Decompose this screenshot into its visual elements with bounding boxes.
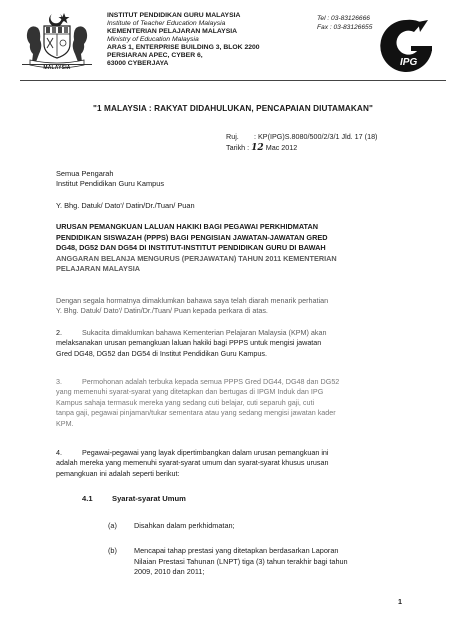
list-item-text: Mencapai tahap prestasi yang ditetapkan berdasarkan Laporan Nilaian Prestasi Tahunan (LNPT) tiga (3) tahun terakhir bagi tahun 2009, 2010 dan 2011; bbox=[134, 546, 348, 577]
subject-line: PENDIDIKAN SISWAZAH (PPPS) BAGI PENGISIAN JAWATAN-JAWATAN GRED bbox=[56, 232, 328, 242]
list-item-label: (b) bbox=[108, 546, 117, 555]
paragraph-2: 2. Sukacita dimaklumkan bahawa Kementerian Pelajaran Malaysia (KPM) akan melaksanakan urusan pemangkuan laluan hakiki bagi PPPS untuk mengisi jawatan Gred DG48, DG52 dan DG54 di Institut Pendidikan Guru Kampus. bbox=[56, 328, 327, 358]
svg-text:IPG: IPG bbox=[400, 57, 418, 68]
salutation: Y. Bhg. Datuk/ Dato'/ Datin/Dr./Tuan/ Puan bbox=[56, 201, 195, 210]
ref-label: Ruj. bbox=[226, 132, 239, 141]
ipg-logo-icon bbox=[378, 18, 434, 76]
subject-heading bbox=[56, 222, 410, 275]
addressee-line-2: Institut Pendidikan Guru Kampus bbox=[56, 179, 165, 188]
reference-block bbox=[226, 131, 377, 154]
fax: Fax : 03-83126655 bbox=[317, 24, 373, 31]
telephone: Tel : 03-83126666 bbox=[317, 15, 370, 22]
contact-info bbox=[317, 14, 372, 32]
motto: "1 MALAYSIA : RAKYAT DIDAHULUKAN, PENCAPAIAN DIUTAMAKAN" bbox=[93, 104, 373, 113]
institution-address bbox=[107, 12, 307, 68]
list-item-text: Disahkan dalam perkhidmatan; bbox=[134, 521, 235, 530]
addressee-line-1: Semua Pengarah bbox=[56, 169, 114, 178]
paragraph-number: 3. bbox=[56, 377, 62, 386]
ministry-name: KEMENTERIAN PELAJARAN MALAYSIA bbox=[107, 28, 238, 35]
section-number: 4.1 bbox=[82, 494, 93, 503]
section-title: Syarat-syarat Umum bbox=[112, 494, 186, 503]
paragraph-3: 3. Permohonan adalah terbuka kepada semua PPPS Gred DG44, DG48 dan DG52 yang memenuhi syarat-syarat yang ditetapkan dan bertugas di IPGM Induk dan IPG Kampus sahaja termasuk mereka yang sedang cuti belajar, cuti separuh gaji, cuti tanpa gaji, pegawai pinjaman/tukar sementara atau yang sedang mengisi jawatan kader KPM. bbox=[56, 377, 340, 428]
institution-name-english: Institute of Teacher Education Malaysia bbox=[107, 20, 226, 27]
coat-of-arms-icon bbox=[22, 10, 92, 68]
intro-paragraph: Dengan segala hormatnya dimaklumkan bahawa saya telah diarah menarik perhatian Y. Bhg. Datuk/ Dato'/ Datin/Dr./Tuan/ Puan kepada perkara di atas. bbox=[56, 296, 329, 316]
date-label: Tarikh : bbox=[226, 143, 250, 152]
addressee bbox=[56, 169, 164, 189]
paragraph-number: 2. bbox=[56, 328, 62, 337]
subject-line: ANGGARAN BELANJA MENGURUS (PERJAWATAN) TAHUN 2011 KEMENTERIAN bbox=[56, 253, 337, 263]
ref-number: : KP(IPG)S.8080/500/2/3/1 Jld. 17 (18) bbox=[254, 132, 378, 141]
subject-line: DG48, DG52 DAN DG54 DI INSTITUT-INSTITUT PENDIDIKAN GURU DI BAWAH bbox=[56, 243, 326, 253]
section-heading bbox=[82, 494, 186, 503]
list-item-label: (a) bbox=[108, 521, 117, 530]
subject-line: URUSAN PEMANGKUAN LALUAN HAKIKI BAGI PEGAWAI PERKHIDMATAN bbox=[56, 222, 319, 231]
paragraph-4: 4. Pegawai-pegawai yang layak dipertimbangkan dalam urusan pemangkuan ini adalah mereka yang memenuhi syarat-syarat umum dan syarat-syarat khusus urusan pemangkuan ini adalah seperti berikut: bbox=[56, 448, 329, 478]
subject-line: PELAJARAN MALAYSIA bbox=[56, 264, 141, 274]
ministry-name-english: Ministry of Education Malaysia bbox=[107, 36, 199, 43]
address-line-1: ARAS 1, ENTERPRISE BUILDING 3, BLOK 2200 bbox=[107, 44, 260, 51]
handwritten-date-day: 12 bbox=[251, 143, 264, 153]
crest-caption: MALAYSIA bbox=[22, 64, 92, 73]
header-divider bbox=[20, 80, 446, 81]
paragraph-number: 4. bbox=[56, 448, 62, 457]
page-number: 1 bbox=[398, 597, 402, 606]
address-line-3: 63000 CYBERJAYA bbox=[107, 60, 169, 67]
date-month-year: Mac 2012 bbox=[265, 143, 298, 152]
address-line-2: PERSIARAN APEC, CYBER 6, bbox=[107, 52, 203, 59]
institution-name: INSTITUT PENDIDIKAN GURU MALAYSIA bbox=[107, 12, 241, 19]
